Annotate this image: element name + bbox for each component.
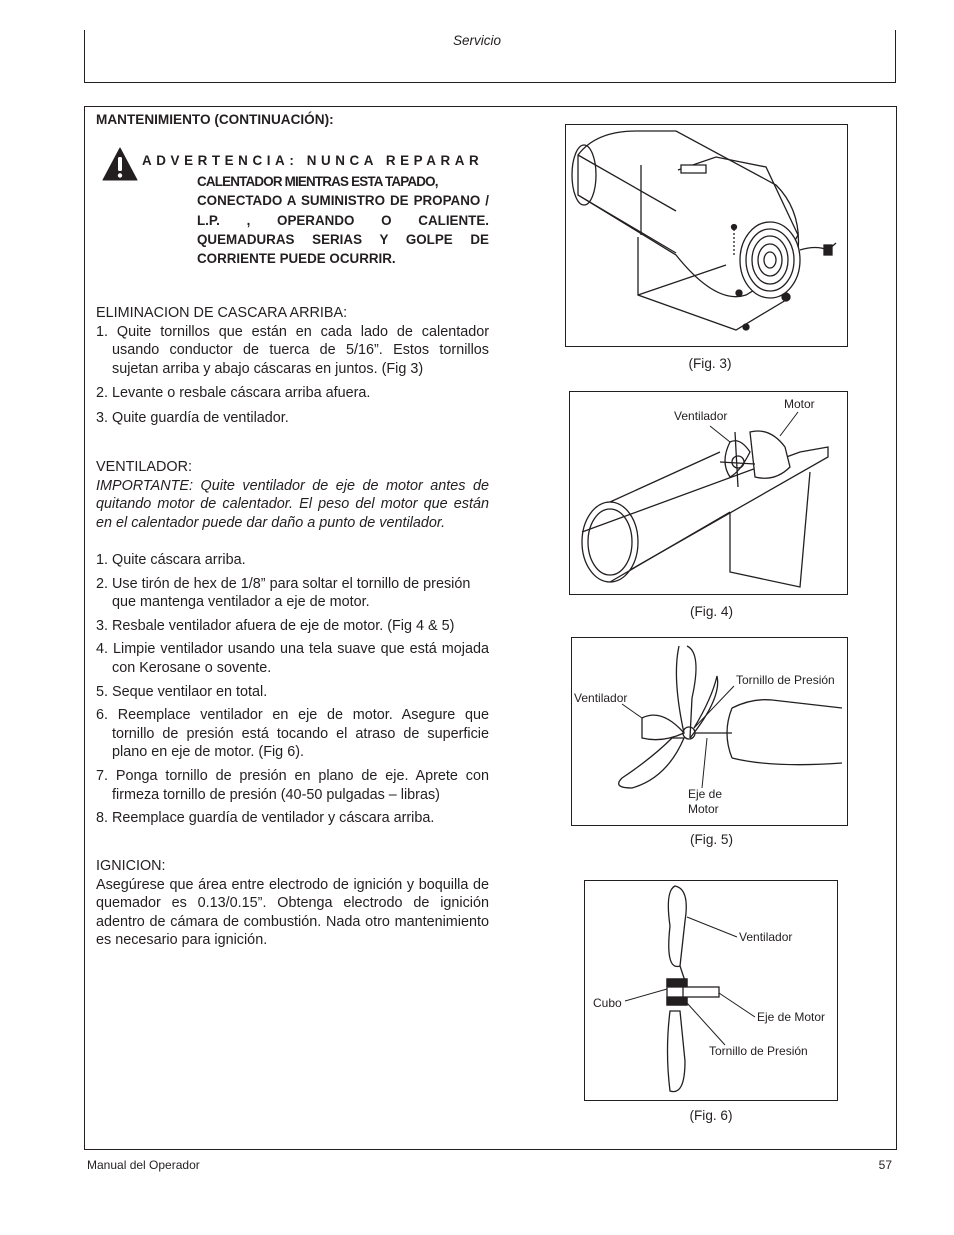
fig-3-caption: (Fig. 3) — [688, 356, 732, 371]
fan-step-1: 1. Quite cáscara arriba. — [96, 552, 246, 568]
fig-5-label-shaft-1: Eje de — [688, 787, 723, 801]
ignition-section — [96, 857, 489, 950]
fig-5-label-fan: Ventilador — [574, 691, 628, 705]
warning-rest: CONECTADO A SUMINISTRO DE PROPANO / L.P. , OPERANDO O CALIENTE. QUEMADURAS SERIAS Y GOLPE DE CORRIENTE PUEDE OCURRIR. — [197, 193, 489, 267]
warning-text — [197, 172, 489, 268]
fig-6-label-shaft: Eje de Motor — [757, 1010, 826, 1024]
page-heading: MANTENIMIENTO (CONTINUACIÓN): — [96, 112, 334, 127]
warning-line-2: CALENTADOR MIENTRAS ESTA TAPADO, — [197, 174, 438, 189]
fan-step-8: 8. Reemplace guardía de ventilador y cáscara arriba. — [96, 810, 435, 827]
fan-step-4: 4. Limpie ventilador usando una tela suave que está mojada con Kerosane o sovente. — [96, 641, 489, 676]
fan-cross-section-illustration — [585, 881, 836, 1099]
fig-4-label-fan: Ventilador — [674, 409, 728, 423]
fan-step-2: 2. Use tirón de hex de 1/8” para soltar el tornillo de presión que mantenga ventilador a eje de motor. — [96, 575, 471, 611]
fan-steps — [96, 551, 489, 828]
heater-illustration — [566, 125, 846, 345]
footer-manual-title: Manual del Operador — [87, 1158, 200, 1172]
fan-setscrew-illustration — [572, 638, 846, 824]
warning-line-1: ADVERTENCIA: NUNCA REPARAR — [142, 153, 484, 168]
fan-step-3: 3. Resbale ventilador afuera de eje de motor. (Fig 4 & 5) — [96, 617, 455, 634]
ignition-text: Asegúrese que área entre electrodo de ignición y boquilla de quemador es 0.13/0.15”. Obtenga electrodo de ignición adentro de cámara de combustión. Nada otro mantenimiento es necesario para ignición. — [96, 876, 489, 949]
removal-title: ELIMINACION DE CASCARA ARRIBA: — [96, 305, 348, 321]
fan-important: IMPORTANTE: Quite ventilador de eje de motor antes de quitando motor de calentador. El peso del motor que están en el calentador puede dar daño a punto de ventilador. — [96, 477, 489, 531]
fan-step-7: 7. Ponga tornillo de presión en plano de eje. Aprete con firmeza tornillo de presión (40-50 pulgadas – libras) — [96, 767, 489, 803]
fig-6-caption: (Fig. 6) — [689, 1108, 733, 1123]
fig-4-label-motor: Motor — [784, 397, 815, 411]
section-title: Servicio — [452, 33, 501, 48]
fig-5-label-screw: Tornillo de Presión — [736, 673, 835, 687]
fig-6-label-screw: Tornillo de Presión — [709, 1044, 808, 1058]
fan-step-6: 6. Reemplace ventilador en eje de motor. Asegure que tornillo de presión está tocando el atraso de superficie plano en eje de motor. (Fig 6). — [96, 707, 489, 761]
fig-6-label-hub: Cubo — [593, 996, 622, 1010]
fig-4-caption: (Fig. 4) — [689, 604, 734, 619]
removal-step-3: 3. Quite guardía de ventilador. — [96, 409, 289, 426]
fig-6-label-fan: Ventilador — [739, 930, 793, 944]
figure-4 — [569, 391, 848, 595]
figure-3 — [565, 124, 848, 347]
removal-step-1: 1. Quite tornillos que están en cada lado de calentador usando conductor de tuerca de 5/16”. Estos tornillos sujetan arriba y abajo cáscaras en juntos. (Fig 3) — [96, 323, 489, 377]
warning-icon — [102, 147, 138, 181]
fan-motor-illustration — [570, 392, 846, 593]
figure-6 — [584, 880, 838, 1101]
fig-5-caption: (Fig. 5) — [689, 832, 734, 847]
fan-title: VENTILADOR: — [96, 459, 192, 475]
ignition-title: IGNICION: — [96, 858, 166, 874]
removal-section — [96, 304, 489, 428]
fig-5-label-shaft-2: Motor — [688, 802, 719, 816]
fan-step-5: 5. Seque ventilaor en total. — [96, 683, 268, 700]
fan-section — [96, 458, 489, 532]
page-number: 57 — [878, 1158, 892, 1172]
removal-step-2: 2. Levante o resbale cáscara arriba afuera. — [96, 385, 371, 402]
figure-5 — [571, 637, 848, 826]
